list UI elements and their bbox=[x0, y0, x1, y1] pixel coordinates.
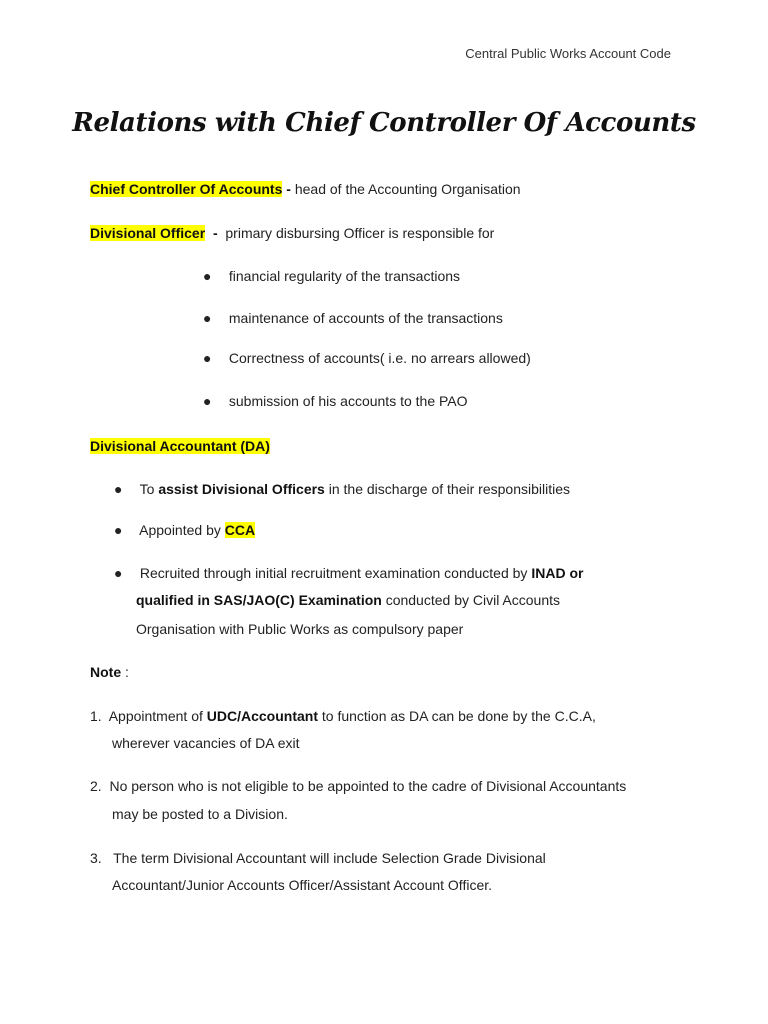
cca-dash: - bbox=[286, 181, 291, 197]
cca-desc: head of the Accounting Organisation bbox=[294, 181, 521, 197]
da-bullet-3: ● Recruited through initial recruitment examination conducted by INAD or bbox=[114, 565, 584, 581]
cca-definition bbox=[90, 181, 521, 197]
do-bullet-3: ● Correctness of accounts( i.e. no arrears allowed) bbox=[203, 350, 531, 366]
do-desc: primary disbursing Officer is responsible for bbox=[225, 225, 495, 241]
note-item-2: 2. No person who is not eligible to be appointed to the cadre of Divisional Accountants bbox=[90, 778, 627, 794]
note-item-1-cont: wherever vacancies of DA exit bbox=[112, 735, 300, 751]
bullet-icon: ● bbox=[203, 350, 212, 366]
bullet-icon: ● bbox=[203, 310, 212, 326]
da-heading: Divisional Accountant (DA) bbox=[90, 438, 270, 454]
da-bullet-2: ● Appointed by CCA bbox=[114, 522, 256, 538]
note-item-3: 3. The term Divisional Accountant will include Selection Grade Divisional bbox=[90, 850, 546, 866]
da-bullet-3-line-3: Organisation with Public Works as compulsory paper bbox=[136, 621, 464, 637]
da-bullet-3-line-2: qualified in SAS/JAO(C) Examination conducted by Civil Accounts bbox=[136, 592, 561, 608]
do-bullet-1: ● financial regularity of the transactions bbox=[203, 268, 461, 284]
da-bullet-1: ● To assist Divisional Officers in the discharge of their responsibilities bbox=[114, 481, 570, 497]
note-label: Note : bbox=[90, 664, 129, 680]
page-header: Central Public Works Account Code bbox=[465, 46, 671, 61]
note-item-2-cont: may be posted to a Division. bbox=[112, 806, 288, 822]
bullet-icon: ● bbox=[203, 393, 212, 409]
bullet-icon: ● bbox=[203, 268, 212, 284]
bullet-icon: ● bbox=[114, 565, 123, 581]
bullet-icon: ● bbox=[114, 522, 123, 538]
note-item-3-cont: Accountant/Junior Accounts Officer/Assistant Account Officer. bbox=[112, 877, 493, 893]
note-item-1: 1. Appointment of UDC/Accountant to function as DA can be done by the C.C.A, bbox=[90, 708, 596, 724]
do-term: Divisional Officer bbox=[90, 225, 206, 241]
do-bullet-4: ● submission of his accounts to the PAO bbox=[203, 393, 468, 409]
do-definition bbox=[90, 225, 494, 241]
cca-term: Chief Controller Of Accounts bbox=[90, 181, 283, 197]
do-dash: - bbox=[212, 225, 218, 241]
bullet-icon: ● bbox=[114, 481, 123, 497]
do-bullet-2: ● maintenance of accounts of the transactions bbox=[203, 310, 503, 326]
page-title: Relations with Chief Controller Of Accounts bbox=[72, 108, 696, 138]
